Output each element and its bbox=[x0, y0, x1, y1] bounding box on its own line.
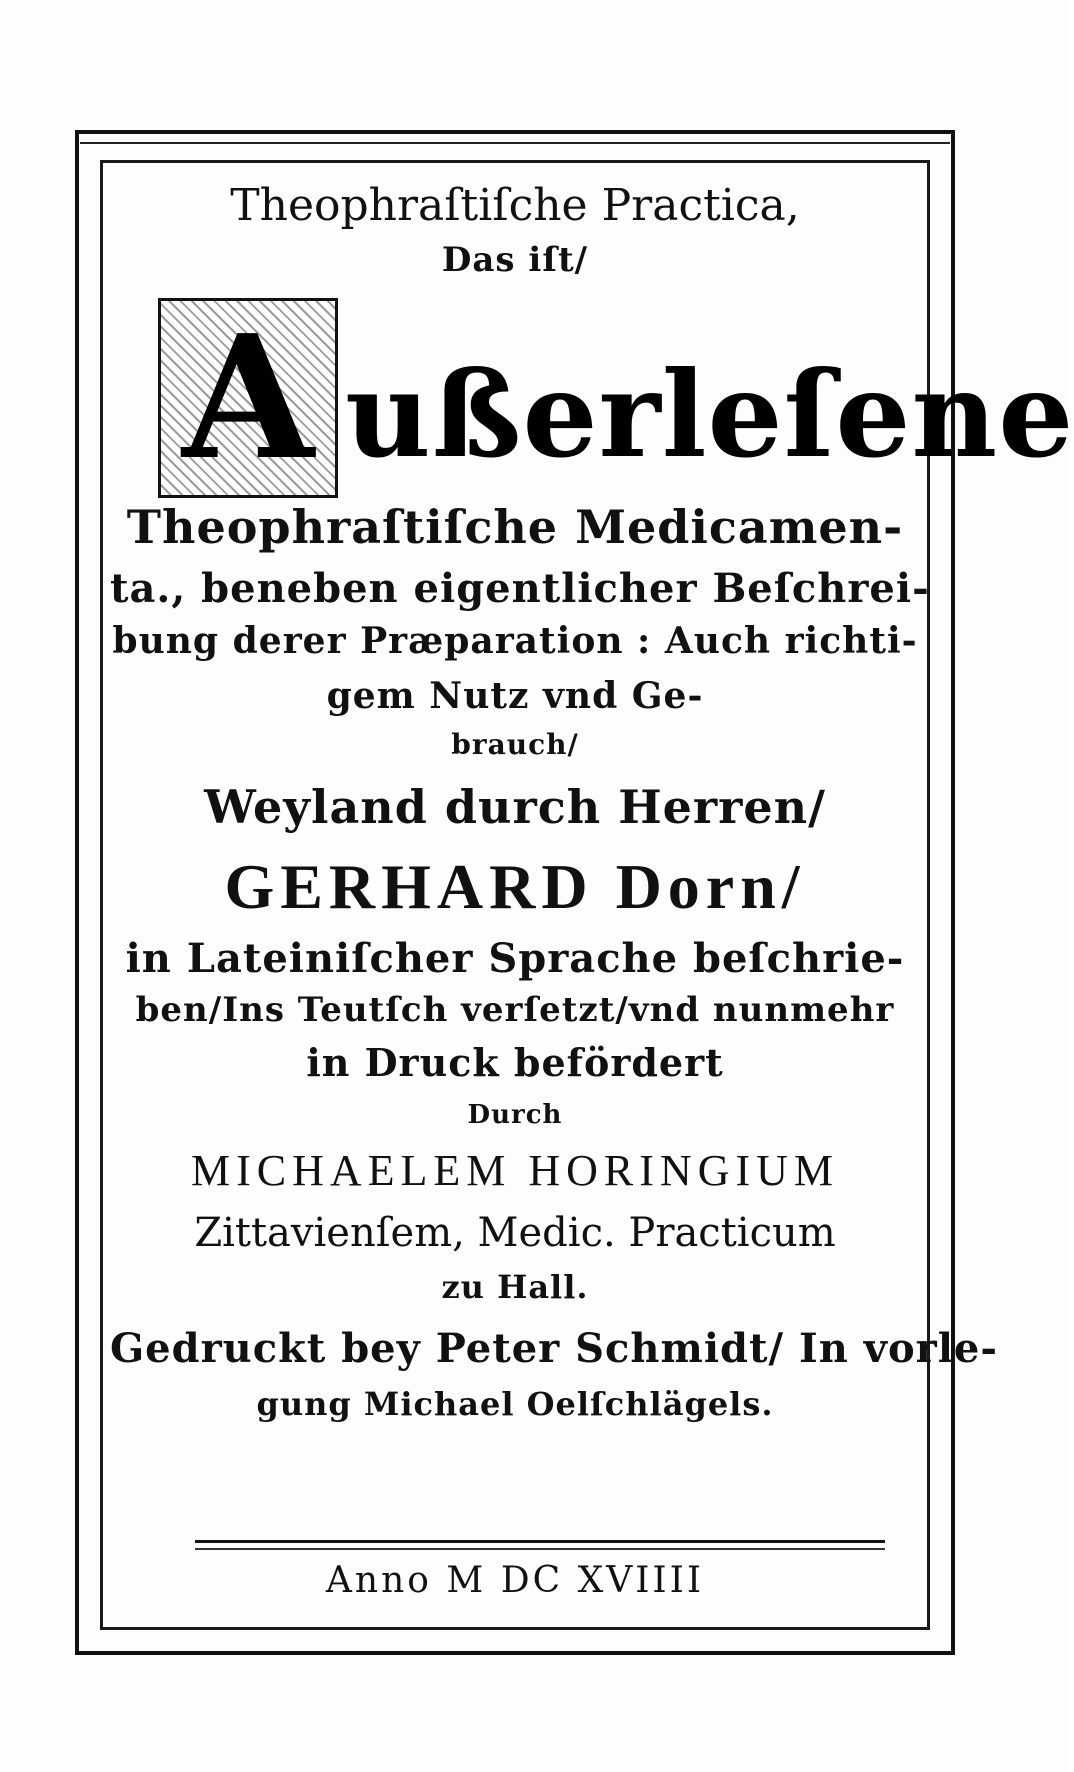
title-line-14: Durch bbox=[467, 1100, 563, 1130]
title-line-5: ta., beneben eigentlicher Beſchrei- bbox=[110, 565, 930, 612]
title-line-17: zu Hall. bbox=[441, 1268, 589, 1306]
title-line-4: Theophraſtiſche Medicamen- bbox=[126, 500, 904, 554]
bottom-rule-2 bbox=[195, 1548, 885, 1550]
title-line-9: Weyland durch Herren/ bbox=[204, 780, 826, 834]
title-line-16: Zittavienſem, Medic. Practicum bbox=[194, 1210, 836, 1256]
bottom-rule bbox=[195, 1540, 885, 1543]
title-line-12: ben/Ins Teutſch verſetzt/vnd nunmehr bbox=[135, 990, 895, 1030]
translator-name: MICHAELEM HORINGIUM bbox=[190, 1146, 840, 1195]
initial-letter: A bbox=[161, 301, 335, 495]
author-name: GERHARD Dorn/ bbox=[224, 851, 806, 922]
top-rule bbox=[80, 142, 950, 144]
title-line-13: in Druck befördert bbox=[306, 1040, 724, 1085]
title-line-8: brauch/ bbox=[451, 728, 579, 761]
title-line-6: bung derer Præparation : Auch richti- bbox=[112, 620, 918, 662]
title-line-1: Theophraſtiſche Practica, bbox=[230, 180, 800, 231]
title-line-18: Gedruckt bey Peter Schmidt/ In vorle- bbox=[110, 1325, 998, 1372]
title-line-7: gem Nutz vnd Ge- bbox=[326, 675, 704, 717]
decorated-initial bbox=[158, 298, 338, 498]
main-title-word: ußerleſene bbox=[345, 345, 1074, 484]
imprint-date: Anno M DC XVIIII bbox=[325, 1560, 705, 1601]
title-line-2: Das iſt/ bbox=[441, 240, 589, 280]
title-line-11: in Lateiniſcher Sprache beſchrie- bbox=[125, 935, 905, 982]
title-line-19: gung Michael Oelſchlägels. bbox=[256, 1385, 774, 1423]
